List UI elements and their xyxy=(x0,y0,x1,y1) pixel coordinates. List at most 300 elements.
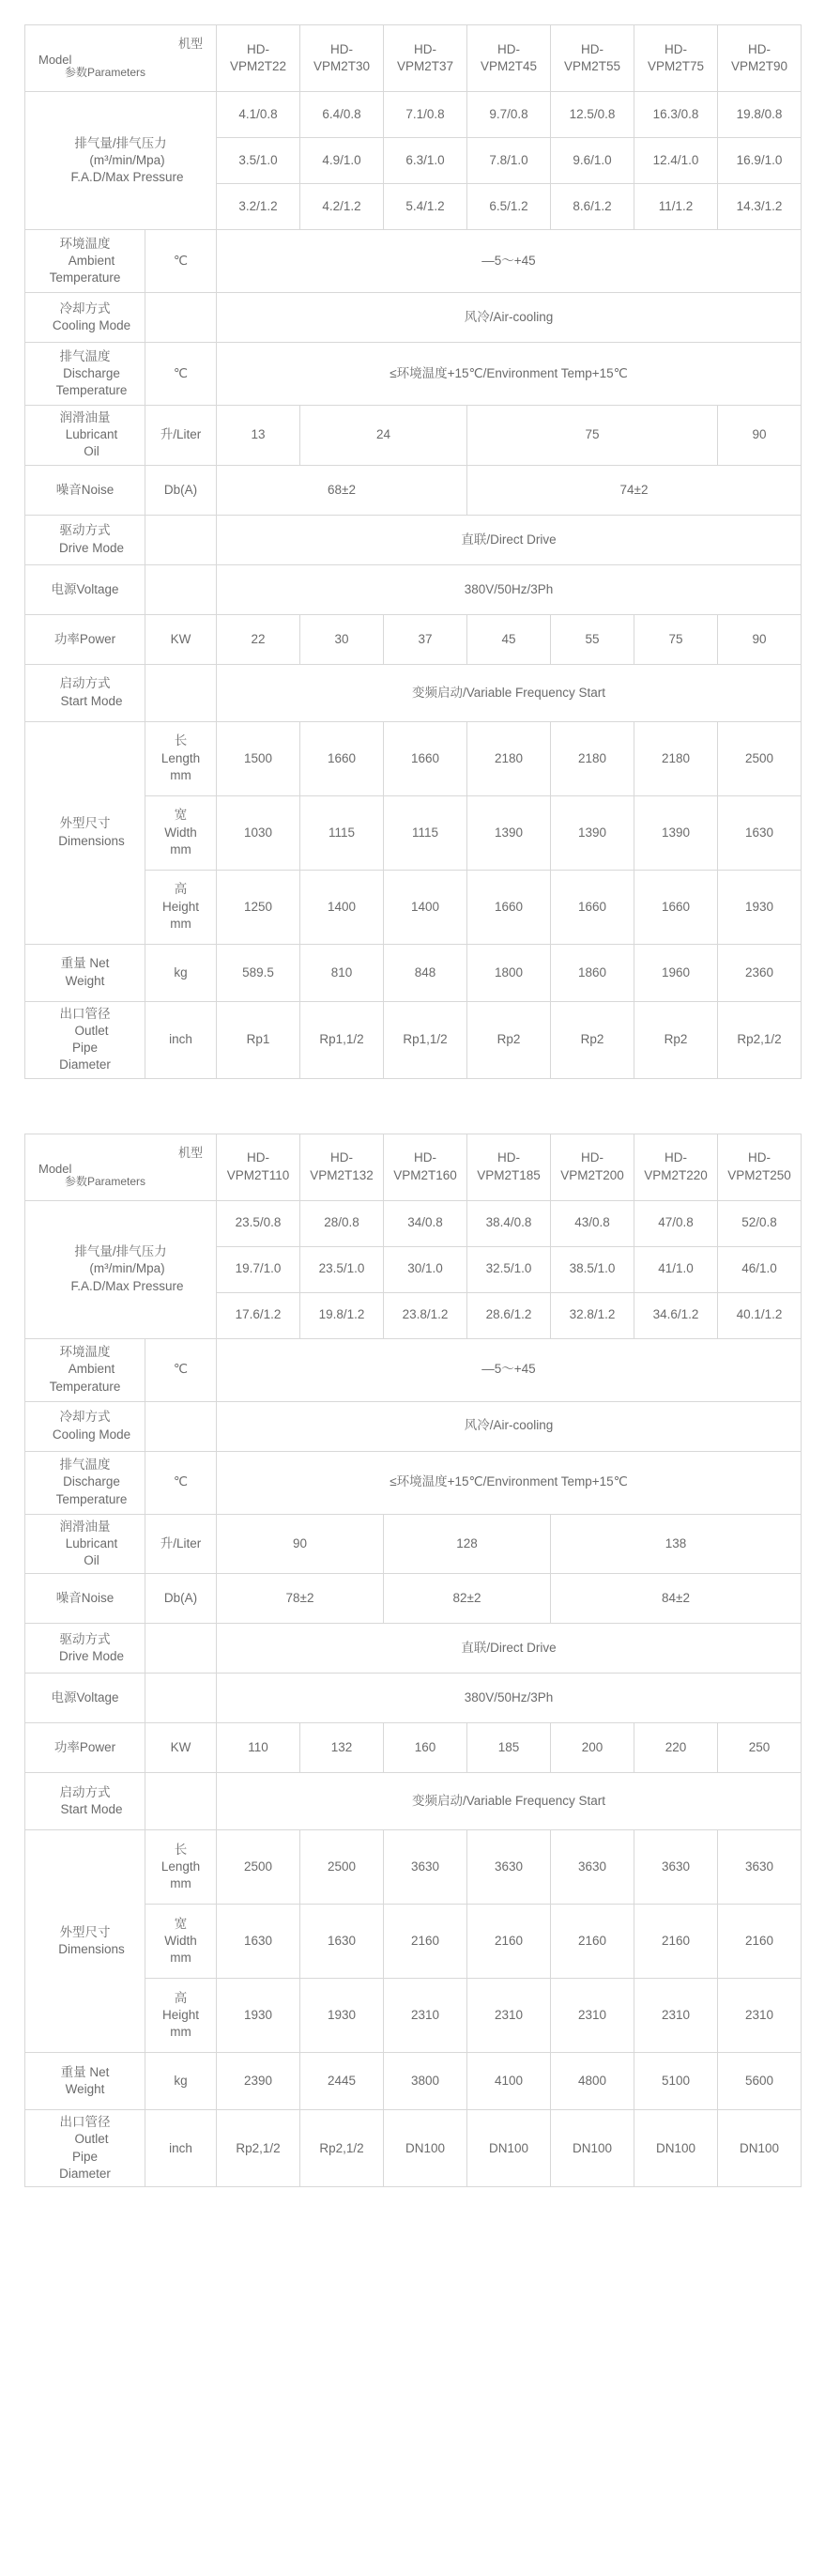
ambient-temperature-label-cell xyxy=(25,1338,145,1401)
dimension-value: 2310 xyxy=(634,1979,718,2053)
cooling-label-cn: 冷却方式 xyxy=(59,301,111,316)
weight-label-en: Weight xyxy=(65,2082,105,2097)
drive-mode-row xyxy=(25,515,802,564)
lubricant-value: 138 xyxy=(551,1514,802,1574)
dimension-value: 1390 xyxy=(551,795,634,870)
drive-label-cn: 驱动方式 xyxy=(59,1631,111,1646)
discharge-label-cn: 排气温度 xyxy=(59,1458,111,1473)
power-value: 250 xyxy=(718,1723,802,1773)
noise-label-cn: 噪音Noise xyxy=(55,1591,115,1606)
weight-value: 1960 xyxy=(634,944,718,1001)
dimension-value: 1030 xyxy=(217,795,300,870)
dimension-value: 1400 xyxy=(384,870,467,944)
outlet-value: DN100 xyxy=(384,2110,467,2187)
dimension-unit-cn: 宽 xyxy=(174,808,188,823)
weight-label-en: Weight xyxy=(65,973,105,988)
outlet-value: DN100 xyxy=(634,2110,718,2187)
noise-label-cn: 噪音Noise xyxy=(55,482,115,497)
drive-label-en: Drive Mode xyxy=(58,1649,125,1664)
dimension-value: 2160 xyxy=(384,1905,467,1979)
fad-value: 19.8/0.8 xyxy=(718,92,802,138)
table-block-2 xyxy=(0,1134,825,2188)
dimension-value: 1930 xyxy=(718,870,802,944)
fad-value: 6.5/1.2 xyxy=(467,184,551,230)
outlet-label-en2: Pipe xyxy=(71,2149,99,2164)
dimension-value: 1660 xyxy=(384,721,467,795)
voltage-label-cell xyxy=(25,1674,145,1723)
noise-value: 78±2 xyxy=(217,1574,384,1624)
dimension-value: 1660 xyxy=(300,721,384,795)
weight-value: 810 xyxy=(300,944,384,1001)
start-mode-unit xyxy=(145,1773,217,1830)
outlet-unit: inch xyxy=(145,1001,217,1078)
outlet-label-cell xyxy=(25,1001,145,1078)
dimension-value: 2500 xyxy=(300,1830,384,1905)
model-header-4: HD-VPM2T55 xyxy=(551,25,634,92)
discharge-temperature-value: ≤环境温度+15℃/Environment Temp+15℃ xyxy=(217,1451,802,1514)
power-label: 功率Power xyxy=(53,631,116,646)
dimension-value: 1500 xyxy=(217,721,300,795)
fad-value: 7.8/1.0 xyxy=(467,138,551,184)
weight-label-cn: 重量 Net xyxy=(60,956,110,971)
model-header-3: HD-VPM2T45 xyxy=(467,25,551,92)
fad-value: 46/1.0 xyxy=(718,1246,802,1292)
dimension-value: 1115 xyxy=(300,795,384,870)
model-label-en: Model xyxy=(38,53,72,67)
weight-label-cn: 重量 Net xyxy=(60,2064,110,2079)
weight-value: 1800 xyxy=(467,944,551,1001)
noise-value: 82±2 xyxy=(384,1574,551,1624)
model-header-1: HD-VPM2T30 xyxy=(300,25,384,92)
drive-mode-row xyxy=(25,1624,802,1674)
ambient-label-en1: Ambient xyxy=(68,1362,115,1377)
fad-label-cell xyxy=(25,1200,217,1338)
dimension-unit-cn: 高 xyxy=(174,1990,188,2005)
ambient-label-cn: 环境温度 xyxy=(59,1345,111,1360)
lubricant-label-en2: Oil xyxy=(84,1552,99,1567)
cooling-mode-value: 风冷/Air-cooling xyxy=(217,293,802,343)
fad-value: 16.9/1.0 xyxy=(718,138,802,184)
power-value: 160 xyxy=(384,1723,467,1773)
dimensions-label-cell xyxy=(25,721,145,944)
power-value: 22 xyxy=(217,614,300,664)
ambient-label-en2: Temperature xyxy=(49,270,121,285)
discharge-temperature-row xyxy=(25,343,802,406)
weight-label-cell xyxy=(25,2053,145,2110)
discharge-temperature-value: ≤环境温度+15℃/Environment Temp+15℃ xyxy=(217,343,802,406)
dimension-unit-cell-1 xyxy=(145,1905,217,1979)
start-mode-value: 变频启动/Variable Frequency Start xyxy=(217,664,802,721)
power-value: 45 xyxy=(467,614,551,664)
outlet-value: Rp2,1/2 xyxy=(718,1001,802,1078)
weight-unit: kg xyxy=(145,2053,217,2110)
power-row xyxy=(25,1723,802,1773)
outlet-value: DN100 xyxy=(551,2110,634,2187)
outlet-unit: inch xyxy=(145,2110,217,2187)
specification-table-1 xyxy=(24,24,802,1079)
dimension-unit-cn: 长 xyxy=(174,733,188,748)
model-header-4: HD-VPM2T200 xyxy=(551,1134,634,1200)
lubricant-unit: 升/Liter xyxy=(145,406,217,466)
voltage-row xyxy=(25,1674,802,1723)
weight-value: 848 xyxy=(384,944,467,1001)
weight-value: 5100 xyxy=(634,2053,718,2110)
cooling-label-en: Cooling Mode xyxy=(52,318,131,332)
power-value: 37 xyxy=(384,614,467,664)
weight-value: 4800 xyxy=(551,2053,634,2110)
fad-row-0 xyxy=(25,1200,802,1246)
fad-value: 32.5/1.0 xyxy=(467,1246,551,1292)
power-label: 功率Power xyxy=(53,1740,116,1755)
power-value: 132 xyxy=(300,1723,384,1773)
weight-value: 3800 xyxy=(384,2053,467,2110)
drive-mode-label-cell xyxy=(25,515,145,564)
noise-unit: Db(A) xyxy=(145,465,217,515)
fad-value: 4.2/1.2 xyxy=(300,184,384,230)
table-block-1 xyxy=(0,24,825,1079)
outlet-value: Rp1,1/2 xyxy=(384,1001,467,1078)
voltage-unit xyxy=(145,564,217,614)
lubricant-label-cell xyxy=(25,1514,145,1574)
dimension-value: 2180 xyxy=(467,721,551,795)
dimension-unit-cn: 高 xyxy=(174,882,188,897)
dimension-value: 2180 xyxy=(634,721,718,795)
ambient-label-en2: Temperature xyxy=(49,1379,121,1394)
net-weight-row xyxy=(25,2053,802,2110)
table-header-row xyxy=(25,25,802,92)
fad-value: 17.6/1.2 xyxy=(217,1292,300,1338)
dimension-unit-cn: 长 xyxy=(174,1842,188,1857)
cooling-label-cn: 冷却方式 xyxy=(59,1410,111,1425)
discharge-label-en2: Temperature xyxy=(55,1491,128,1506)
lubricant-label-en1: Lubricant xyxy=(65,427,118,442)
parameters-label: 参数Parameters xyxy=(65,66,146,79)
fad-value: 32.8/1.2 xyxy=(551,1292,634,1338)
weight-label-cell xyxy=(25,944,145,1001)
power-label-cell xyxy=(25,1723,145,1773)
dimension-unit-cell-0 xyxy=(145,721,217,795)
dimension-value: 2160 xyxy=(634,1905,718,1979)
model-header-0: HD-VPM2T110 xyxy=(217,1134,300,1200)
power-value: 200 xyxy=(551,1723,634,1773)
dimensions-label-cn: 外型尺寸 xyxy=(59,816,111,831)
start-mode-value: 变频启动/Variable Frequency Start xyxy=(217,1773,802,1830)
model-header-5: HD-VPM2T75 xyxy=(634,25,718,92)
fad-value: 3.5/1.0 xyxy=(217,138,300,184)
fad-value: 47/0.8 xyxy=(634,1200,718,1246)
dimension-unit-cell-2 xyxy=(145,1979,217,2053)
ambient-temperature-row xyxy=(25,230,802,293)
fad-label-en: F.A.D/Max Pressure xyxy=(70,1278,184,1293)
model-header-2: HD-VPM2T37 xyxy=(384,25,467,92)
power-value: 75 xyxy=(634,614,718,664)
model-header-1: HD-VPM2T132 xyxy=(300,1134,384,1200)
dimension-value: 2180 xyxy=(551,721,634,795)
power-value: 220 xyxy=(634,1723,718,1773)
fad-value: 41/1.0 xyxy=(634,1246,718,1292)
dimension-value: 1930 xyxy=(217,1979,300,2053)
voltage-label: 电源Voltage xyxy=(51,581,119,596)
fad-value: 6.4/0.8 xyxy=(300,92,384,138)
dimension-row-0 xyxy=(25,721,802,795)
model-label-cn: 机型 xyxy=(177,1145,203,1160)
fad-label-unit: (m³/min/Mpa) xyxy=(89,152,165,167)
specification-table-2 xyxy=(24,1134,802,2188)
lubricant-value: 128 xyxy=(384,1514,551,1574)
ambient-temperature-unit: ℃ xyxy=(145,230,217,293)
cooling-mode-unit xyxy=(145,1401,217,1451)
dimension-value: 3630 xyxy=(467,1830,551,1905)
dimension-value: 2310 xyxy=(384,1979,467,2053)
model-label-en: Model xyxy=(38,1161,72,1176)
outlet-pipe-row xyxy=(25,1001,802,1078)
fad-value: 40.1/1.2 xyxy=(718,1292,802,1338)
noise-value: 74±2 xyxy=(467,465,802,515)
fad-value: 12.4/1.0 xyxy=(634,138,718,184)
dimension-value: 2160 xyxy=(718,1905,802,1979)
dimension-unit-en: Width xyxy=(164,1934,197,1949)
noise-label-cell xyxy=(25,465,145,515)
dimension-value: 1660 xyxy=(551,870,634,944)
dimension-value: 3630 xyxy=(384,1830,467,1905)
dimension-value: 1660 xyxy=(467,870,551,944)
lubricant-value: 24 xyxy=(300,406,467,466)
fad-value: 7.1/0.8 xyxy=(384,92,467,138)
weight-value: 2390 xyxy=(217,2053,300,2110)
ambient-temperature-value: —5～+45 xyxy=(217,230,802,293)
dimension-value: 1630 xyxy=(217,1905,300,1979)
dimension-unit-cell-0 xyxy=(145,1830,217,1905)
dimension-unit-mm: mm xyxy=(170,916,191,931)
outlet-value: DN100 xyxy=(718,2110,802,2187)
dimension-unit-en: Height xyxy=(161,2008,200,2023)
dimension-value: 2310 xyxy=(467,1979,551,2053)
cooling-mode-value: 风冷/Air-cooling xyxy=(217,1401,802,1451)
dimensions-label-cell xyxy=(25,1830,145,2053)
dimension-unit-mm: mm xyxy=(170,1876,191,1891)
outlet-value: Rp2,1/2 xyxy=(300,2110,384,2187)
weight-value: 589.5 xyxy=(217,944,300,1001)
noise-row xyxy=(25,465,802,515)
ambient-temperature-label-cell xyxy=(25,230,145,293)
discharge-label-en2: Temperature xyxy=(55,383,128,398)
dimension-unit-cell-2 xyxy=(145,870,217,944)
start-mode-label-cell xyxy=(25,1773,145,1830)
ambient-label-en1: Ambient xyxy=(68,253,115,268)
dimension-unit-mm: mm xyxy=(170,841,191,856)
model-header-6: HD-VPM2T90 xyxy=(718,25,802,92)
fad-value: 4.1/0.8 xyxy=(217,92,300,138)
fad-value: 28/0.8 xyxy=(300,1200,384,1246)
weight-value: 1860 xyxy=(551,944,634,1001)
fad-value: 16.3/0.8 xyxy=(634,92,718,138)
power-row xyxy=(25,614,802,664)
discharge-temperature-label-cell xyxy=(25,343,145,406)
fad-label-cn: 排气量/排气压力 xyxy=(74,1244,167,1259)
discharge-label-en1: Discharge xyxy=(63,365,120,380)
dimension-value: 2310 xyxy=(718,1979,802,2053)
discharge-temperature-label-cell xyxy=(25,1451,145,1514)
noise-unit: Db(A) xyxy=(145,1574,217,1624)
outlet-label-en1: Outlet xyxy=(74,2132,109,2147)
start-label-en: Start Mode xyxy=(60,1802,123,1817)
outlet-value: Rp2 xyxy=(634,1001,718,1078)
dimension-value: 1930 xyxy=(300,1979,384,2053)
dimension-value: 2500 xyxy=(718,721,802,795)
outlet-value: Rp1 xyxy=(217,1001,300,1078)
lubricant-oil-row xyxy=(25,406,802,466)
drive-mode-unit xyxy=(145,515,217,564)
weight-value: 2445 xyxy=(300,2053,384,2110)
fad-value: 8.6/1.2 xyxy=(551,184,634,230)
drive-mode-value: 直联/Direct Drive xyxy=(217,1624,802,1674)
dimension-unit-en: Width xyxy=(164,825,197,840)
lubricant-value: 90 xyxy=(718,406,802,466)
start-label-en: Start Mode xyxy=(60,693,123,708)
dimension-value: 2310 xyxy=(551,1979,634,2053)
dimension-unit-mm: mm xyxy=(170,767,191,782)
fad-value: 30/1.0 xyxy=(384,1246,467,1292)
power-value: 30 xyxy=(300,614,384,664)
voltage-value: 380V/50Hz/3Ph xyxy=(217,1674,802,1723)
dimension-row-0 xyxy=(25,1830,802,1905)
model-header-5: HD-VPM2T220 xyxy=(634,1134,718,1200)
fad-value: 23.5/1.0 xyxy=(300,1246,384,1292)
power-label-cell xyxy=(25,614,145,664)
drive-label-en: Drive Mode xyxy=(58,540,125,555)
net-weight-row xyxy=(25,944,802,1001)
voltage-row xyxy=(25,564,802,614)
dimension-value: 2160 xyxy=(467,1905,551,1979)
voltage-unit xyxy=(145,1674,217,1723)
outlet-label-en3: Diameter xyxy=(59,1057,111,1072)
fad-value: 5.4/1.2 xyxy=(384,184,467,230)
voltage-value: 380V/50Hz/3Ph xyxy=(217,564,802,614)
fad-value: 28.6/1.2 xyxy=(467,1292,551,1338)
cooling-mode-label-cell xyxy=(25,1401,145,1451)
drive-label-cn: 驱动方式 xyxy=(59,523,111,538)
parameters-label: 参数Parameters xyxy=(65,1174,146,1188)
fad-row-0 xyxy=(25,92,802,138)
start-mode-unit xyxy=(145,664,217,721)
dimension-value: 2160 xyxy=(551,1905,634,1979)
ambient-temperature-unit: ℃ xyxy=(145,1338,217,1401)
fad-value: 34.6/1.2 xyxy=(634,1292,718,1338)
dimension-value: 3630 xyxy=(634,1830,718,1905)
outlet-pipe-row xyxy=(25,2110,802,2187)
start-label-cn: 启动方式 xyxy=(59,676,111,691)
fad-value: 38.4/0.8 xyxy=(467,1200,551,1246)
fad-label-unit: (m³/min/Mpa) xyxy=(89,1261,165,1276)
fad-value: 19.7/1.0 xyxy=(217,1246,300,1292)
model-header-2: HD-VPM2T160 xyxy=(384,1134,467,1200)
dimension-value: 1115 xyxy=(384,795,467,870)
lubricant-label-en2: Oil xyxy=(84,444,99,459)
table-gap xyxy=(0,1079,825,1134)
discharge-temperature-unit: ℃ xyxy=(145,1451,217,1514)
noise-value: 84±2 xyxy=(551,1574,802,1624)
start-mode-label-cell xyxy=(25,664,145,721)
power-value: 55 xyxy=(551,614,634,664)
fad-value: 11/1.2 xyxy=(634,184,718,230)
fad-value: 14.3/1.2 xyxy=(718,184,802,230)
weight-value: 4100 xyxy=(467,2053,551,2110)
drive-mode-value: 直联/Direct Drive xyxy=(217,515,802,564)
outlet-value: Rp2 xyxy=(467,1001,551,1078)
discharge-temperature-unit: ℃ xyxy=(145,343,217,406)
outlet-label-cn: 出口管径 xyxy=(59,2115,111,2130)
noise-label-cell xyxy=(25,1574,145,1624)
outlet-value: Rp1,1/2 xyxy=(300,1001,384,1078)
fad-value: 4.9/1.0 xyxy=(300,138,384,184)
ambient-label-cn: 环境温度 xyxy=(59,236,111,251)
dimension-unit-cell-1 xyxy=(145,795,217,870)
dimension-value: 1390 xyxy=(467,795,551,870)
table-header-row xyxy=(25,1134,802,1200)
lubricant-label-en1: Lubricant xyxy=(65,1535,118,1550)
fad-value: 3.2/1.2 xyxy=(217,184,300,230)
cooling-mode-unit xyxy=(145,293,217,343)
dimensions-label-en: Dimensions xyxy=(58,833,125,848)
start-label-cn: 启动方式 xyxy=(59,1784,111,1799)
dimensions-label-en: Dimensions xyxy=(58,1942,125,1957)
model-header-3: HD-VPM2T185 xyxy=(467,1134,551,1200)
dimension-value: 2500 xyxy=(217,1830,300,1905)
power-unit: KW xyxy=(145,614,217,664)
fad-value: 38.5/1.0 xyxy=(551,1246,634,1292)
fad-value: 19.8/1.2 xyxy=(300,1292,384,1338)
fad-label-cell xyxy=(25,92,217,230)
dimension-value: 1630 xyxy=(718,795,802,870)
dimension-value: 3630 xyxy=(718,1830,802,1905)
fad-value: 6.3/1.0 xyxy=(384,138,467,184)
cooling-mode-label-cell xyxy=(25,293,145,343)
power-value: 90 xyxy=(718,614,802,664)
cooling-mode-row xyxy=(25,293,802,343)
dimension-value: 1250 xyxy=(217,870,300,944)
outlet-label-en1: Outlet xyxy=(74,1023,109,1038)
dimensions-label-cn: 外型尺寸 xyxy=(59,1924,111,1939)
model-header-0: HD-VPM2T22 xyxy=(217,25,300,92)
cooling-mode-row xyxy=(25,1401,802,1451)
bottom-spacer xyxy=(0,2187,825,2215)
outlet-label-en2: Pipe xyxy=(71,1041,99,1056)
model-parameters-header-cell xyxy=(25,25,217,92)
lubricant-value: 13 xyxy=(217,406,300,466)
lubricant-unit: 升/Liter xyxy=(145,1514,217,1574)
power-unit: KW xyxy=(145,1723,217,1773)
outlet-label-cn: 出口管径 xyxy=(59,1006,111,1021)
lubricant-label-cn: 润滑油量 xyxy=(59,410,111,424)
model-header-6: HD-VPM2T250 xyxy=(718,1134,802,1200)
lubricant-value: 75 xyxy=(467,406,718,466)
fad-value: 9.6/1.0 xyxy=(551,138,634,184)
fad-value: 34/0.8 xyxy=(384,1200,467,1246)
dimension-value: 1660 xyxy=(634,870,718,944)
discharge-label-en1: Discharge xyxy=(63,1474,120,1489)
start-mode-row xyxy=(25,1773,802,1830)
dimension-unit-en: Length xyxy=(160,1859,201,1874)
fad-value: 12.5/0.8 xyxy=(551,92,634,138)
ambient-temperature-row xyxy=(25,1338,802,1401)
fad-value: 23.8/1.2 xyxy=(384,1292,467,1338)
noise-value: 68±2 xyxy=(217,465,467,515)
outlet-value: Rp2,1/2 xyxy=(217,2110,300,2187)
dimension-value: 1390 xyxy=(634,795,718,870)
ambient-temperature-value: —5～+45 xyxy=(217,1338,802,1401)
fad-label-cn: 排气量/排气压力 xyxy=(74,135,167,150)
voltage-label: 电源Voltage xyxy=(51,1690,119,1705)
